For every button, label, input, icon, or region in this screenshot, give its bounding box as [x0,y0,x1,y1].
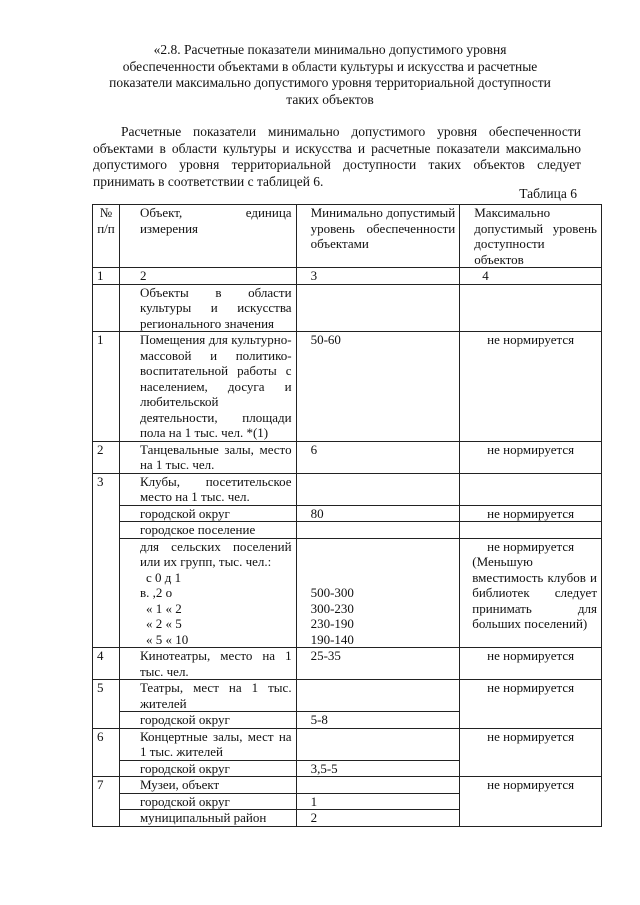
standards-table [92,204,602,827]
row-subitem: городское поселение [119,522,296,539]
header-object: Объект, единица измерения [119,205,296,268]
row-max: не нормируется [460,332,602,442]
heading-line: таких объектов [286,91,374,107]
table-row [93,332,602,442]
table-row [93,648,602,680]
row-num: 2 [93,441,120,473]
heading-line: «2.8. Расчетные показатели минимально допустимого уровня [153,42,507,57]
row-object: Танцевальные залы, место на 1 тыс. чел. [119,441,296,473]
rural-range: « 5 « 10 [145,631,189,647]
colnum: 2 [119,268,296,285]
regional-heading: Объекты в области культуры и искусства регионального значения [119,284,296,332]
header-min: Минимально допустимый уровень обеспеченности объектами [296,205,460,268]
row-num: 6 [93,728,120,777]
row-min: 3,5-5 [296,760,460,777]
rural-label: для сельских поселений или их групп, тыс. чел.: [139,538,292,569]
row-subitem: городской округ [119,505,296,522]
row-min: 5-8 [296,712,460,729]
row-object: Клубы, посетительское место на 1 тыс. чел. [119,473,296,505]
row-min: 50-60 [296,332,460,442]
table-row [93,441,602,473]
row-min: 1 [296,793,460,810]
table-row [93,538,602,648]
row-num: 1 [93,332,120,442]
intro-text: Расчетные показатели минимально допустимого уровня обеспеченности объектами в области культуры и искусства и расчетные показатели максимально допустимого уровня территориальной доступности таких объектов следует принимать в соответствии с таблицей 6. [93,124,581,189]
row-min: 80 [296,505,460,522]
rural-range: « 2 « 5 [145,616,182,631]
row-min: 25-35 [296,648,460,680]
heading-line: показатели максимально допустимого уровня территориальной доступности [109,75,551,90]
rural-min: 300-230 [310,600,354,616]
row-subitem: городской округ [119,760,296,777]
row-max [460,538,602,648]
row-subitem: городской округ [119,712,296,729]
table-row [93,473,602,505]
header-max: Максимально допустимый уровень доступности объектов [460,205,602,268]
row-object: Концертные залы, мест на 1 тыс. жителей [119,728,296,760]
row-min: 6 [296,441,460,473]
row-subitem [119,538,296,648]
table-row [93,728,602,760]
row-max: не нормируется [460,441,602,473]
row-subitem: муниципальный район [119,810,296,827]
row-max: не нормируется [460,777,602,827]
table-caption: Таблица 6 [519,186,577,201]
table-row [93,505,602,522]
colnum: 1 [93,268,120,285]
header-num: № п/п [93,205,120,268]
rural-range: « 1 « 2 [145,600,182,616]
column-numbers-row [93,268,602,285]
heading-line: обеспеченности объектами в области культуры и искусства и расчетные [122,58,538,74]
row-object: Музеи, объект [119,777,296,794]
rural-max: не нормируется [487,538,575,554]
rural-min: 500-300 [310,585,354,600]
rural-range: с 0 д 1 [145,569,182,585]
colnum: 3 [296,268,460,285]
table-header-row [93,205,602,268]
rural-note: (Меньшую вместимость клубов и библиотек следует принимать для больших поселений) [472,554,597,631]
colnum: 4 [460,268,602,285]
row-num: 3 [93,473,120,648]
row-min [296,538,460,648]
rural-min: 190-140 [310,631,354,647]
section-heading [75,42,585,108]
row-object: Помещения для культурно-массовой и политико-воспитательной работы с населением, досуга и любительской деятельности, площади пола на 1 тыс. чел. *(1) [119,332,296,442]
row-object: Кинотеатры, место на 1 тыс. чел. [119,648,296,680]
row-max: не нормируется [460,505,602,522]
rural-min: 230-190 [310,616,354,631]
row-num: 4 [93,648,120,680]
row-num: 7 [93,777,120,827]
rural-range: в. ,2 о [139,585,173,600]
intro-paragraph [93,124,581,190]
row-num: 5 [93,680,120,729]
row-object: Театры, мест на 1 тыс. жителей [119,680,296,712]
regional-heading-row [93,284,602,332]
table-row [93,777,602,794]
table-row [93,522,602,539]
row-subitem: городской округ [119,793,296,810]
table-row [93,680,602,712]
row-max: не нормируется [460,680,602,729]
row-max: не нормируется [460,728,602,777]
row-max: не нормируется [460,648,602,680]
row-min: 2 [296,810,460,827]
